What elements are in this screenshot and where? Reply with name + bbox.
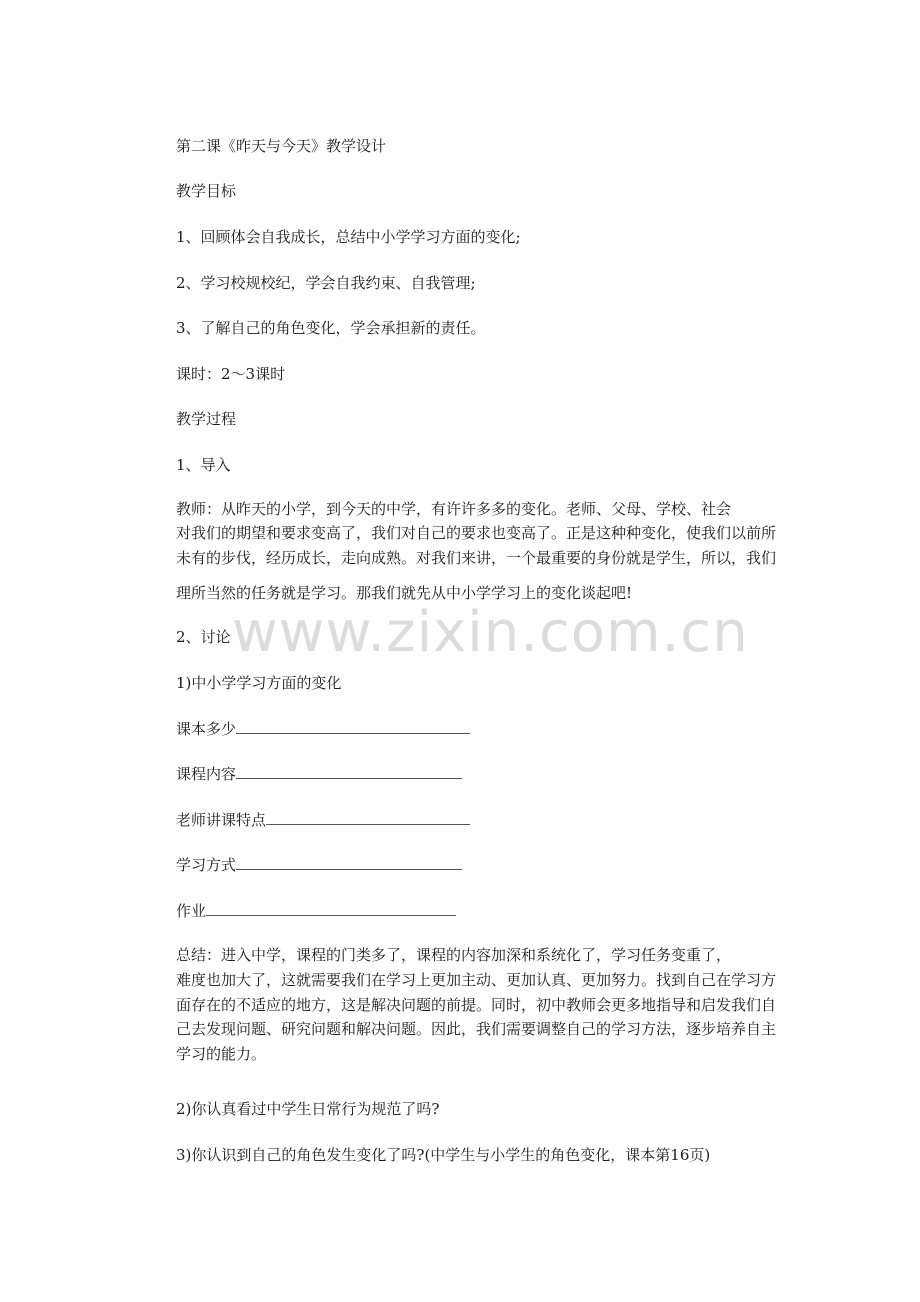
summary-line-4: 己去发现问题、研究问题和解决问题。因此，我们需要调整自己的学习方法，逐步培养自主 [176, 1020, 777, 1038]
goal-item-3: 3、了解自己的角色变化，学会承担新的责任。 [176, 319, 486, 337]
step-1-heading: 1、导入 [176, 456, 231, 474]
fill-label-textbooks: 课本多少 [176, 720, 237, 738]
fill-blank-textbooks [236, 719, 470, 734]
fill-item-study-method [176, 855, 462, 875]
intro-line-1: 教师：从昨天的小学，到今天的中学，有许许多多的变化。老师、父母、学校、社会 [176, 500, 732, 518]
fill-blank-study-method [236, 855, 462, 870]
intro-line-4: 理所当然的任务就是学习。那我们就先从中小学学习上的变化谈起吧! [176, 584, 633, 602]
summary-line-1: 总结：进入中学，课程的门类多了，课程的内容加深和系统化了，学习任务变重了， [176, 946, 732, 964]
fill-item-teaching [176, 810, 470, 830]
class-hours: 课时：2～3课时 [176, 365, 286, 383]
fill-label-content: 课程内容 [176, 765, 237, 783]
summary-line-3: 面存在的不适应的地方，这是解决问题的前提。同时，初中教师会更多地指导和启发我们自 [176, 996, 777, 1014]
intro-line-2: 对我们的期望和要求变高了，我们对自己的要求也变高了。正是这种种变化，使我们以前所 [176, 524, 777, 542]
fill-label-homework: 作业 [176, 902, 207, 920]
question-3: 3)你认识到自己的角色发生变化了吗?(中学生与小学生的角色变化，课本第16页) [176, 1146, 711, 1164]
intro-line-3: 未有的步伐，经历成长，走向成熟。对我们来讲，一个最重要的身份就是学生，所以，我们 [176, 549, 777, 567]
summary-line-2: 难度也加大了，这就需要我们在学习上更加主动、更加认真、更加努力。找到自己在学习方 [176, 971, 777, 989]
watermark: www.zixin.com.cn [232, 600, 749, 665]
goals-heading: 教学目标 [176, 182, 237, 200]
fill-label-teaching: 老师讲课特点 [176, 811, 267, 829]
fill-item-textbooks [176, 719, 470, 739]
question-1: 1)中小学学习方面的变化 [176, 674, 342, 692]
goal-item-2: 2、学习校规校纪，学会自我约束、自我管理; [176, 274, 476, 292]
document-title: 第二课《昨天与今天》教学设计 [176, 137, 387, 155]
summary-line-5: 学习的能力。 [176, 1045, 267, 1063]
fill-blank-content [236, 764, 462, 779]
step-2-heading: 2、讨论 [176, 628, 231, 646]
goal-item-1: 1、回顾体会自我成长，总结中小学学习方面的变化; [176, 228, 521, 246]
fill-label-study-method: 学习方式 [176, 856, 237, 874]
fill-blank-homework [206, 901, 456, 916]
question-2: 2)你认真看过中学生日常行为规范了吗? [176, 1100, 440, 1118]
fill-item-homework [176, 901, 456, 921]
fill-item-content [176, 764, 462, 784]
fill-blank-teaching [266, 810, 470, 825]
process-heading: 教学过程 [176, 410, 237, 428]
